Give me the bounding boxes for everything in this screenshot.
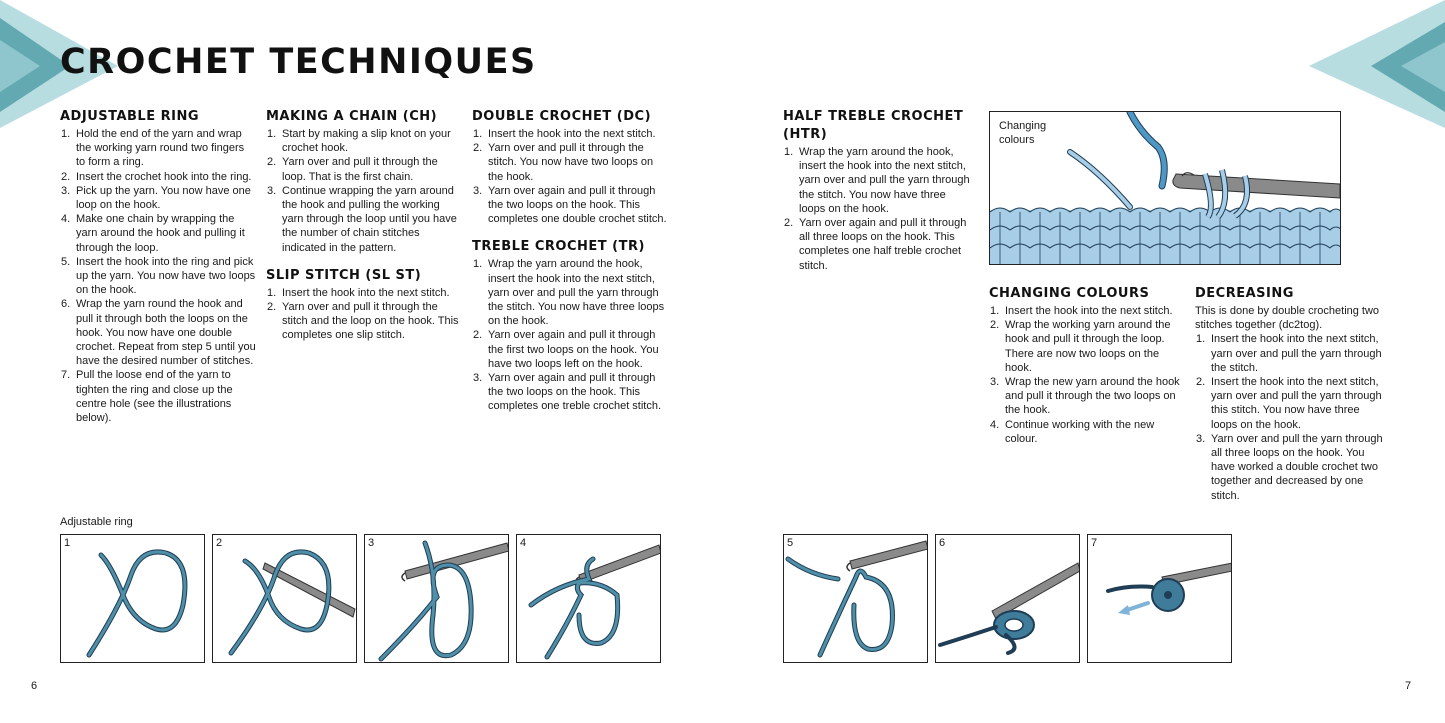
list-item: 3. Pick up the yarn. You now have one loop on the hook. xyxy=(61,184,251,212)
section-heading: DECREASING xyxy=(1195,286,1294,301)
list-item: 2. Yarn over and pull it through the stitch. You now have two loops on the hook. xyxy=(473,142,654,183)
figure-panel-7: 7 xyxy=(1087,534,1232,663)
figure-panel-2: 2 xyxy=(212,534,357,663)
steps-list xyxy=(783,145,975,273)
section-heading: HALF TREBLE CROCHET (HTR) xyxy=(783,109,964,142)
steps-list xyxy=(989,304,1185,446)
steps-list xyxy=(472,127,668,226)
steps-list xyxy=(266,286,462,343)
changing-colours-section xyxy=(989,285,1185,446)
list-item: 6. Wrap the yarn round the hook and pull it through both the loops on the hook. You now have one double crochet. Repeat from step 5 until you have the desired number of stitches. xyxy=(61,298,256,368)
list-item: 3. Yarn over again and pull it through the two loops on the hook. This completes one double crochet stitch. xyxy=(473,184,667,226)
page-title: CROCHET TECHNIQUES xyxy=(60,42,537,82)
list-item: 3. Continue wrapping the yarn around the hook and pulling the working yarn through the loop until you have the number of chain stitches indicated in the pattern. xyxy=(267,184,457,254)
figure-panel-1: 1 xyxy=(60,534,205,663)
list-item: 1. Wrap the yarn around the hook, insert the hook into the next stitch, yarn over and pull the yarn through the stitch. You now have three loops on the hook. xyxy=(473,258,665,328)
figure-panel-5: 5 xyxy=(783,534,928,663)
list-item: 5. Insert the hook into the ring and pick up the yarn. You now have two loops on the hook. xyxy=(61,255,256,297)
list-item: 1. Wrap the yarn around the hook, insert the hook into the next stitch, yarn over and pull the yarn through the stitch. You now have three loops on the hook. xyxy=(784,146,970,215)
steps-list xyxy=(472,257,668,413)
figure-caption: Adjustable ring xyxy=(60,516,133,528)
intro-text: This is done by double crocheting two stitches together (dc2tog). xyxy=(1195,305,1380,332)
figure-panel-3: 3 xyxy=(364,534,509,663)
section-heading: MAKING A CHAIN (CH) xyxy=(266,109,438,124)
list-item: 2. Insert the crochet hook into the ring. xyxy=(61,170,252,183)
list-item: 1. Insert the hook into the next stitch. xyxy=(473,128,656,140)
list-item: 1. Insert the hook into the next stitch. xyxy=(990,305,1173,317)
page-number-right: 7 xyxy=(1405,680,1412,692)
changing-colours-illustration xyxy=(989,111,1341,265)
section-heading: ADJUSTABLE RING xyxy=(60,109,200,124)
section-heading: SLIP STITCH (SL ST) xyxy=(266,267,422,283)
figure-label: Changing colours xyxy=(999,120,1047,146)
list-item: 3. Yarn over again and pull it through the two loops on the hook. This completes one treble crochet stitch. xyxy=(473,372,662,413)
section-heading: DOUBLE CROCHET (DC) xyxy=(472,109,652,124)
list-item: 3. Yarn over and pull the yarn through all three loops on the hook. You have worked a double crochet two together and decreased by one stitch. xyxy=(1196,432,1383,502)
half-treble-section xyxy=(783,108,975,273)
steps-list xyxy=(266,127,462,255)
list-item: 2. Yarn over again and pull it through the first two loops on the hook. You have two loops left on the hook. xyxy=(473,329,659,370)
list-item: 2. Insert the hook into the next stitch, yarn over and pull the yarn through this stitch. You now have three loops on the hook. xyxy=(1196,376,1382,431)
list-item: 1. Hold the end of the yarn and wrap the working yarn round two fingers to form a ring. xyxy=(61,128,245,169)
list-item: 3. Wrap the new yarn around the hook and pull it through the two loops on the hook. xyxy=(990,376,1180,417)
list-item: 2. Yarn over and pull it through the loop. That is the first chain. xyxy=(267,156,438,183)
list-item: 7. Pull the loose end of the yarn to tighten the ring and close up the centre hole (see the illustrations below). xyxy=(61,369,233,425)
list-item: 2. Wrap the working yarn around the hook and pull it through the loop. There are now two loops on the hook. xyxy=(990,319,1171,374)
list-item: 2. Yarn over and pull it through the stitch and the loop on the hook. This completes one slip stitch. xyxy=(267,301,459,342)
section-heading: TREBLE CROCHET (TR) xyxy=(472,239,645,255)
steps-list xyxy=(60,127,256,425)
list-item: 4. Make one chain by wrapping the yarn around the hook and pulling it through the loop. xyxy=(61,213,245,254)
double-crochet-section xyxy=(472,108,668,414)
decreasing-section xyxy=(1195,285,1387,503)
list-item: 1. Insert the hook into the next stitch, yarn over and pull the yarn through the stitch. xyxy=(1196,333,1382,374)
list-item: 1. Start by making a slip knot on your crochet hook. xyxy=(267,128,451,155)
adjustable-ring-section xyxy=(60,108,256,425)
list-item: 4. Continue working with the new colour. xyxy=(990,418,1155,445)
list-item: 2. Yarn over again and pull it through all three loops on the hook. This completes one half treble crochet stitch. xyxy=(784,217,967,272)
section-heading: CHANGING COLOURS xyxy=(989,286,1150,301)
figure-panel-6: 6 xyxy=(935,534,1080,663)
making-chain-section xyxy=(266,108,462,343)
figure-panel-4: 4 xyxy=(516,534,661,663)
steps-list xyxy=(1195,332,1387,502)
page-number-left: 6 xyxy=(31,680,38,692)
list-item: 1. Insert the hook into the next stitch. xyxy=(267,286,450,299)
